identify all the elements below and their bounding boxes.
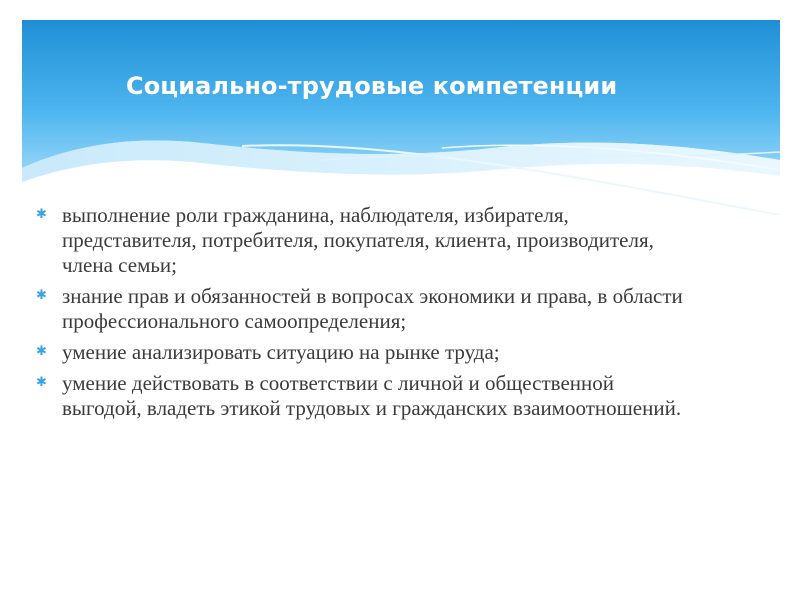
bullet-list [36,203,696,427]
list-item [36,203,696,278]
list-item-text: умение анализировать ситуацию на рынке труда; [62,340,500,364]
star-bullet-icon: ✱ [36,344,47,359]
list-item [36,340,696,365]
star-bullet-icon: ✱ [36,207,47,222]
list-item [36,371,696,421]
header-wave-band [22,20,780,215]
list-item-text: умение действовать в соответствии с личной и общественной выгодой, владеть этикой трудовых и гражданских взаимоотношений. [62,371,682,420]
list-item-text: выполнение роли гражданина, наблюдателя, избирателя, представителя, потребителя, покупателя, клиента, производителя, члена семьи; [62,203,654,277]
list-item-text: знание прав и обязанностей в вопросах экономики и права, в области профессионального самоопределения; [62,284,683,333]
list-item [36,284,696,334]
star-bullet-icon: ✱ [36,375,47,390]
slide-title: Социально-трудовые компетенции [126,72,618,100]
star-bullet-icon: ✱ [36,288,47,303]
header-wave-graphic [22,20,780,215]
